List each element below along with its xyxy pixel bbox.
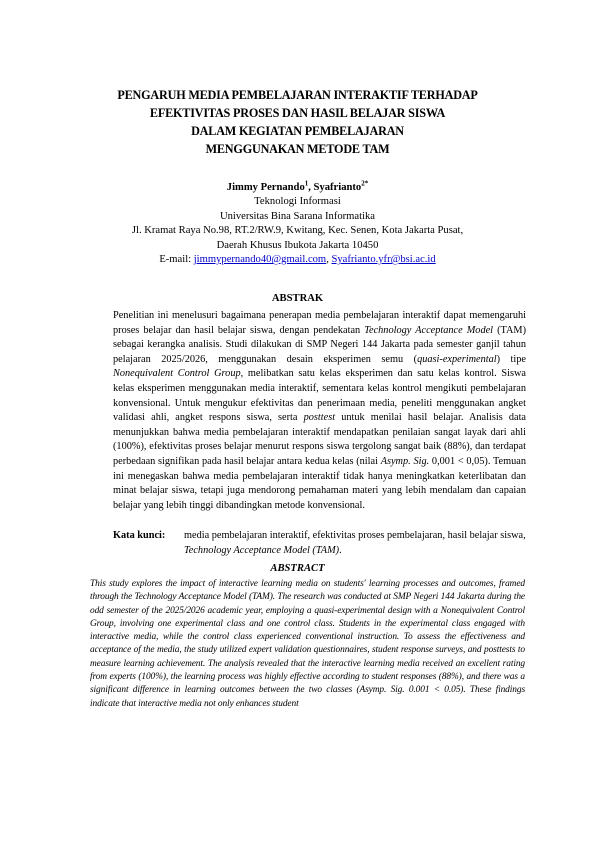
- author-name: Syafrianto: [313, 182, 362, 193]
- keywords-end: .: [339, 544, 342, 556]
- author-names: [90, 181, 505, 195]
- author-department: Teknologi Informasi: [254, 196, 341, 208]
- abstrak-text: (TAM) sebagai kerangka analisis. Studi dilakukan di SMP Negeri 144 Jakarta pada semester ganjil tahun pelajaran 2025/2026, menggunakan desain eksperimen semu (: [113, 324, 527, 365]
- abstract-heading: ABSTRACT: [270, 563, 325, 574]
- abstrak-italic-term: quasi-experimental: [417, 353, 497, 365]
- abstrak-italic-term: Asymp. Sig.: [380, 455, 430, 467]
- keywords: [113, 529, 526, 558]
- abstrak-text: ) tipe: [496, 353, 526, 365]
- keywords-label: Kata kunci:: [113, 530, 166, 541]
- abstrak-italic-term: Nonequivalent Control Group: [113, 368, 241, 380]
- author-address-line: Daerah Khusus Ibukota Jakarta 10450: [216, 239, 379, 251]
- title-line: DALAM KEGIATAN PEMBELAJARAN: [191, 124, 404, 138]
- abstrak-heading: ABSTRAK: [271, 293, 324, 304]
- author-separator: ,: [308, 182, 314, 193]
- author-affiliation-mark: 2*: [361, 179, 369, 188]
- author-address-line: Jl. Kramat Raya No.98, RT.2/RW.9, Kwitang, Kec. Senen, Kota Jakarta Pusat,: [131, 225, 464, 237]
- abstrak-text: , melibatkan satu kelas eksperimen dan satu kelas kontrol. Siswa kelas eksperimen menggunakan media interaktif, sementara kelas kontrol mengikuti pembelajaran konvensional. Untuk mengukur efektivitas dan penerimaan media, peneliti menggunakan angket validasi ahli, angket respons siswa, serta: [113, 368, 526, 424]
- abstract-body: This study explores the impact of interactive learning media on students' learning processes and outcomes, framed through the Technology Acceptance Model (TAM). The research was conducted at SMP Negeri 144 Jakarta during the odd semester of the 2025/2026 academic year, employing a quasi-experimental design with a Nonequivalent Control Group, involving one experimental class and one control class. Students in the experimental class engaged with interactive media, while the control class experienced conventional instruction. To assess the effectiveness and acceptance of the media, the study utilized expert validation questionnaires, student response surveys, and posttests to measure learning achievement. The analysis revealed that the interactive learning media received an excellent rating from experts (100%), the learning process was highly effective according to student responses (88%), and there was a significant difference in learning outcomes between the two classes (Asymp. Sig. 0.001 < 0.05). These findings indicate that interactive media not only enhances student: [90, 579, 525, 709]
- abstrak-italic-term: posttest: [303, 412, 336, 424]
- author-name: Jimmy Pernando: [226, 182, 305, 193]
- abstrak-body: [113, 309, 526, 513]
- title-line: MENGGUNAKAN METODE TAM: [205, 142, 390, 156]
- author-block: [90, 181, 505, 267]
- author-affiliation-mark: 1: [304, 179, 309, 188]
- email-link[interactable]: Syafrianto.yfr@bsi.ac.id: [331, 254, 436, 266]
- keywords-italic: Technology Acceptance Model (TAM): [184, 544, 340, 556]
- keywords-text: [184, 529, 526, 558]
- abstrak-paragraph: [113, 309, 526, 513]
- abstrak-text: Penelitian ini menelusuri bagaimana penerapan media pembelajaran interaktif dapat memengaruhi proses belajar dan hasil belajar siswa, dengan pendekatan: [113, 310, 526, 336]
- paper-title: [90, 86, 505, 158]
- abstrak-text: 0,001 < 0,05). Temuan ini menegaskan bahwa media pembelajaran interaktif tidak hanya meningkatkan keterlibatan dan minat belajar siswa, tetapi juga mendorong pemahaman materi yang lebih mendalam dan capaian belajar yang lebih tinggi dibandingkan metode konvensional.: [113, 455, 526, 511]
- abstrak-italic-term: Technology Acceptance Model: [364, 324, 494, 336]
- email-label: E-mail:: [159, 254, 194, 266]
- title-line: PENGARUH MEDIA PEMBELAJARAN INTERAKTIF TERHADAP: [117, 88, 478, 102]
- email-separator: ,: [326, 254, 332, 266]
- email-link[interactable]: jimmypernando40@gmail.com: [193, 254, 327, 266]
- keywords-list: media pembelajaran interaktif, efektivitas proses pembelajaran, hasil belajar siswa,: [184, 530, 526, 541]
- author-university: Universitas Bina Sarana Informatika: [219, 210, 376, 222]
- abstrak-text: untuk menilai hasil belajar. Analisis data menunjukkan bahwa media pembelajaran interaktif mendapatkan penilaian sangat layak dari ahli (100%), efektivitas proses belajar menurut respons siswa tergolong sangat baik (88%), dan terdapat perbedaan signifikan pada hasil belajar antara kedua kelas (nilai: [113, 412, 526, 467]
- author-emails: [90, 253, 505, 267]
- title-line: EFEKTIVITAS PROSES DAN HASIL BELAJAR SISWA: [149, 106, 446, 120]
